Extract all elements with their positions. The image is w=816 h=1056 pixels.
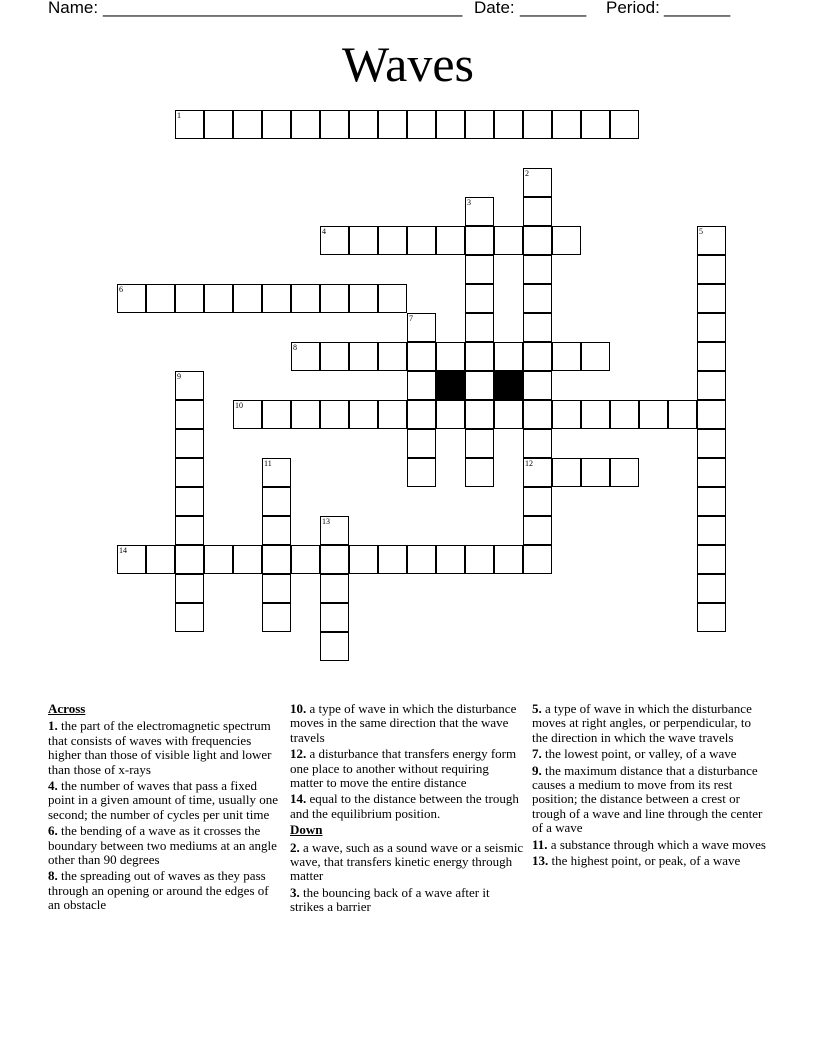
answer-square[interactable] — [465, 342, 494, 371]
answer-square[interactable] — [552, 226, 581, 255]
answer-square[interactable] — [697, 284, 726, 313]
answer-square[interactable] — [262, 458, 291, 487]
answer-square[interactable] — [465, 371, 494, 400]
answer-square[interactable] — [175, 284, 204, 313]
answer-square[interactable] — [320, 342, 349, 371]
clue-number-4: 4 — [322, 227, 326, 236]
answer-square[interactable] — [349, 342, 378, 371]
clue-across-8: 8. the spreading out of waves as they pass through an opening or around the edges of an obstacle — [48, 868, 269, 913]
answer-square[interactable] — [407, 400, 436, 429]
answer-square[interactable] — [233, 400, 262, 429]
clue-number-2: 2 — [525, 169, 529, 178]
answer-square[interactable] — [465, 458, 494, 487]
answer-square[interactable] — [349, 226, 378, 255]
answer-square[interactable] — [697, 603, 726, 632]
answer-square[interactable] — [320, 226, 349, 255]
answer-square[interactable] — [436, 110, 465, 139]
date-label: Date: — [474, 0, 515, 17]
answer-square[interactable] — [523, 342, 552, 371]
blocked-square — [494, 371, 523, 400]
answer-square[interactable] — [697, 516, 726, 545]
clue-across-14: 14. equal to the distance between the trough and the equilibrium position. — [290, 791, 519, 821]
answer-square[interactable] — [523, 313, 552, 342]
answer-square[interactable] — [407, 545, 436, 574]
answer-square[interactable] — [233, 545, 262, 574]
answer-square[interactable] — [378, 110, 407, 139]
answer-square[interactable] — [175, 429, 204, 458]
answer-square[interactable] — [407, 110, 436, 139]
answer-square[interactable] — [291, 342, 320, 371]
answer-square[interactable] — [320, 574, 349, 603]
clue-down-2: 2. a wave, such as a sound wave or a seismic wave, that transfers kinetic energy through matter — [290, 839, 524, 884]
answer-square[interactable] — [146, 545, 175, 574]
answer-square[interactable] — [233, 284, 262, 313]
answer-square[interactable] — [320, 603, 349, 632]
answer-square[interactable] — [523, 255, 552, 284]
answer-square[interactable] — [378, 284, 407, 313]
clue-down-9: 9. the maximum distance that a disturbance causes a medium to move from its rest position; the distance between a crest or trough of a wave and line through the center of a wave — [532, 762, 763, 836]
answer-square[interactable] — [697, 313, 726, 342]
answer-square[interactable] — [407, 458, 436, 487]
answer-square[interactable] — [175, 371, 204, 400]
answer-square[interactable] — [320, 284, 349, 313]
clue-across-6: 6. the bending of a wave as it crosses the boundary between two mediums at an angle other than 90 degrees — [48, 823, 277, 868]
blocked-square — [436, 371, 465, 400]
answer-square[interactable] — [465, 110, 494, 139]
clue-number-14: 14 — [119, 546, 127, 555]
answer-square[interactable] — [523, 226, 552, 255]
answer-square[interactable] — [175, 110, 204, 139]
answer-square[interactable] — [407, 371, 436, 400]
answer-square[interactable] — [552, 400, 581, 429]
answer-square[interactable] — [320, 516, 349, 545]
answer-square[interactable] — [291, 400, 320, 429]
answer-square[interactable] — [378, 226, 407, 255]
answer-square[interactable] — [465, 400, 494, 429]
answer-square[interactable] — [349, 400, 378, 429]
answer-square[interactable] — [291, 110, 320, 139]
answer-square[interactable] — [262, 545, 291, 574]
answer-square[interactable] — [523, 284, 552, 313]
answer-square[interactable] — [204, 284, 233, 313]
answer-square[interactable] — [494, 110, 523, 139]
answer-square[interactable] — [320, 400, 349, 429]
answer-square[interactable] — [523, 400, 552, 429]
clue-down-7: 7. the lowest point, or valley, of a wave — [532, 746, 737, 762]
clue-across-10: 10. a type of wave in which the disturbance moves in the same direction that the wave travels — [290, 701, 517, 745]
answer-square[interactable] — [697, 342, 726, 371]
answer-square[interactable] — [262, 603, 291, 632]
answer-square[interactable] — [552, 458, 581, 487]
answer-square[interactable] — [262, 284, 291, 313]
answer-square[interactable] — [494, 226, 523, 255]
answer-square[interactable] — [436, 545, 465, 574]
answer-square[interactable] — [175, 603, 204, 632]
date-blank[interactable]: _______ — [520, 0, 587, 17]
answer-square[interactable] — [523, 429, 552, 458]
answer-square[interactable] — [320, 545, 349, 574]
answer-square[interactable] — [175, 400, 204, 429]
answer-square[interactable] — [436, 342, 465, 371]
clue-number-5: 5 — [699, 227, 703, 236]
answer-square[interactable] — [581, 458, 610, 487]
answer-square[interactable] — [697, 226, 726, 255]
answer-square[interactable] — [697, 255, 726, 284]
name-blank[interactable]: ______________________________________ — [103, 0, 463, 17]
clue-down-13: 13. the highest point, or peak, of a wave — [532, 853, 741, 869]
answer-square[interactable] — [668, 400, 697, 429]
answer-square[interactable] — [494, 545, 523, 574]
clue-number-7: 7 — [409, 314, 413, 323]
answer-square[interactable] — [552, 342, 581, 371]
answer-square[interactable] — [494, 400, 523, 429]
answer-square[interactable] — [349, 110, 378, 139]
answer-square[interactable] — [436, 226, 465, 255]
answer-square[interactable] — [291, 545, 320, 574]
clue-number-3: 3 — [467, 198, 471, 207]
answer-square[interactable] — [581, 342, 610, 371]
answer-square[interactable] — [378, 400, 407, 429]
answer-square[interactable] — [262, 516, 291, 545]
answer-square[interactable] — [523, 458, 552, 487]
answer-square[interactable] — [407, 342, 436, 371]
answer-square[interactable] — [523, 110, 552, 139]
answer-square[interactable] — [175, 458, 204, 487]
answer-square[interactable] — [610, 400, 639, 429]
answer-square[interactable] — [639, 400, 668, 429]
answer-square[interactable] — [465, 429, 494, 458]
answer-square[interactable] — [291, 284, 320, 313]
clue-number-11: 11 — [264, 459, 272, 468]
answer-square[interactable] — [262, 400, 291, 429]
clue-across-1: 1. the part of the electromagnetic spectrum that consists of waves with frequencies higher than those of visible light and lower than those of x-rays — [48, 718, 272, 777]
clue-number-6: 6 — [119, 285, 123, 294]
answer-square[interactable] — [465, 197, 494, 226]
period-label: Period: — [606, 0, 660, 17]
answer-square[interactable] — [697, 429, 726, 458]
answer-square[interactable] — [436, 400, 465, 429]
answer-square[interactable] — [262, 487, 291, 516]
answer-square[interactable] — [697, 545, 726, 574]
answer-square[interactable] — [175, 516, 204, 545]
answer-square[interactable] — [175, 574, 204, 603]
answer-square[interactable] — [523, 197, 552, 226]
answer-square[interactable] — [465, 313, 494, 342]
answer-square[interactable] — [233, 110, 262, 139]
answer-square[interactable] — [262, 574, 291, 603]
answer-square[interactable] — [117, 284, 146, 313]
answer-square[interactable] — [523, 545, 552, 574]
answer-square[interactable] — [262, 110, 291, 139]
answer-square[interactable] — [349, 545, 378, 574]
answer-square[interactable] — [175, 487, 204, 516]
answer-square[interactable] — [204, 545, 233, 574]
clue-across-12: 12. a disturbance that transfers energy form one place to another without requiring matter to move the entire distance — [290, 746, 517, 791]
answer-square[interactable] — [407, 226, 436, 255]
clue-number-9: 9 — [177, 372, 181, 381]
clue-down-3: 3. the bouncing back of a wave after it strikes a barrier — [290, 884, 490, 915]
page-title: Waves — [341, 36, 475, 92]
answer-square[interactable] — [697, 458, 726, 487]
clue-across-4: 4. the number of waves that pass a fixed point in a given amount of time, usually one second; the number of cycles per unit time — [48, 778, 278, 822]
answer-square[interactable] — [465, 545, 494, 574]
across-heading: Across — [48, 701, 86, 716]
answer-square[interactable] — [523, 371, 552, 400]
answer-square[interactable] — [697, 371, 726, 400]
answer-square[interactable] — [581, 110, 610, 139]
clue-number-1: 1 — [177, 111, 181, 120]
answer-square[interactable] — [465, 226, 494, 255]
clues-column-1 — [48, 702, 282, 915]
answer-square[interactable] — [117, 545, 146, 574]
answer-square[interactable] — [465, 255, 494, 284]
clue-number-8: 8 — [293, 343, 297, 352]
down-heading: Down — [290, 822, 323, 838]
clues-column-3 — [532, 702, 766, 870]
answer-square[interactable] — [175, 545, 204, 574]
answer-square[interactable] — [610, 110, 639, 139]
answer-square[interactable] — [552, 110, 581, 139]
answer-square[interactable] — [523, 516, 552, 545]
answer-square[interactable] — [378, 342, 407, 371]
clue-down-5: 5. a type of wave in which the disturbance moves at right angles, or perpendicular, to the direction in which the wave travels — [532, 701, 752, 745]
period-blank[interactable]: _______ — [664, 0, 731, 17]
name-label: Name: — [48, 0, 99, 17]
answer-square[interactable] — [465, 284, 494, 313]
answer-square[interactable] — [407, 313, 436, 342]
clues-column-2 — [290, 702, 524, 917]
answer-square[interactable] — [697, 487, 726, 516]
clue-number-12: 12 — [525, 459, 533, 468]
answer-square[interactable] — [349, 284, 378, 313]
clue-down-11: 11. a substance through which a wave moves — [532, 836, 766, 852]
answer-square[interactable] — [610, 458, 639, 487]
answer-square[interactable] — [320, 632, 349, 661]
answer-square[interactable] — [407, 429, 436, 458]
answer-square[interactable] — [697, 574, 726, 603]
answer-square[interactable] — [494, 342, 523, 371]
answer-square[interactable] — [523, 487, 552, 516]
clue-number-13: 13 — [322, 517, 330, 526]
answer-square[interactable] — [523, 168, 552, 197]
answer-square[interactable] — [146, 284, 175, 313]
clue-number-10: 10 — [235, 401, 243, 410]
answer-square[interactable] — [204, 110, 233, 139]
answer-square[interactable] — [378, 545, 407, 574]
answer-square[interactable] — [320, 110, 349, 139]
answer-square[interactable] — [581, 400, 610, 429]
answer-square[interactable] — [697, 400, 726, 429]
